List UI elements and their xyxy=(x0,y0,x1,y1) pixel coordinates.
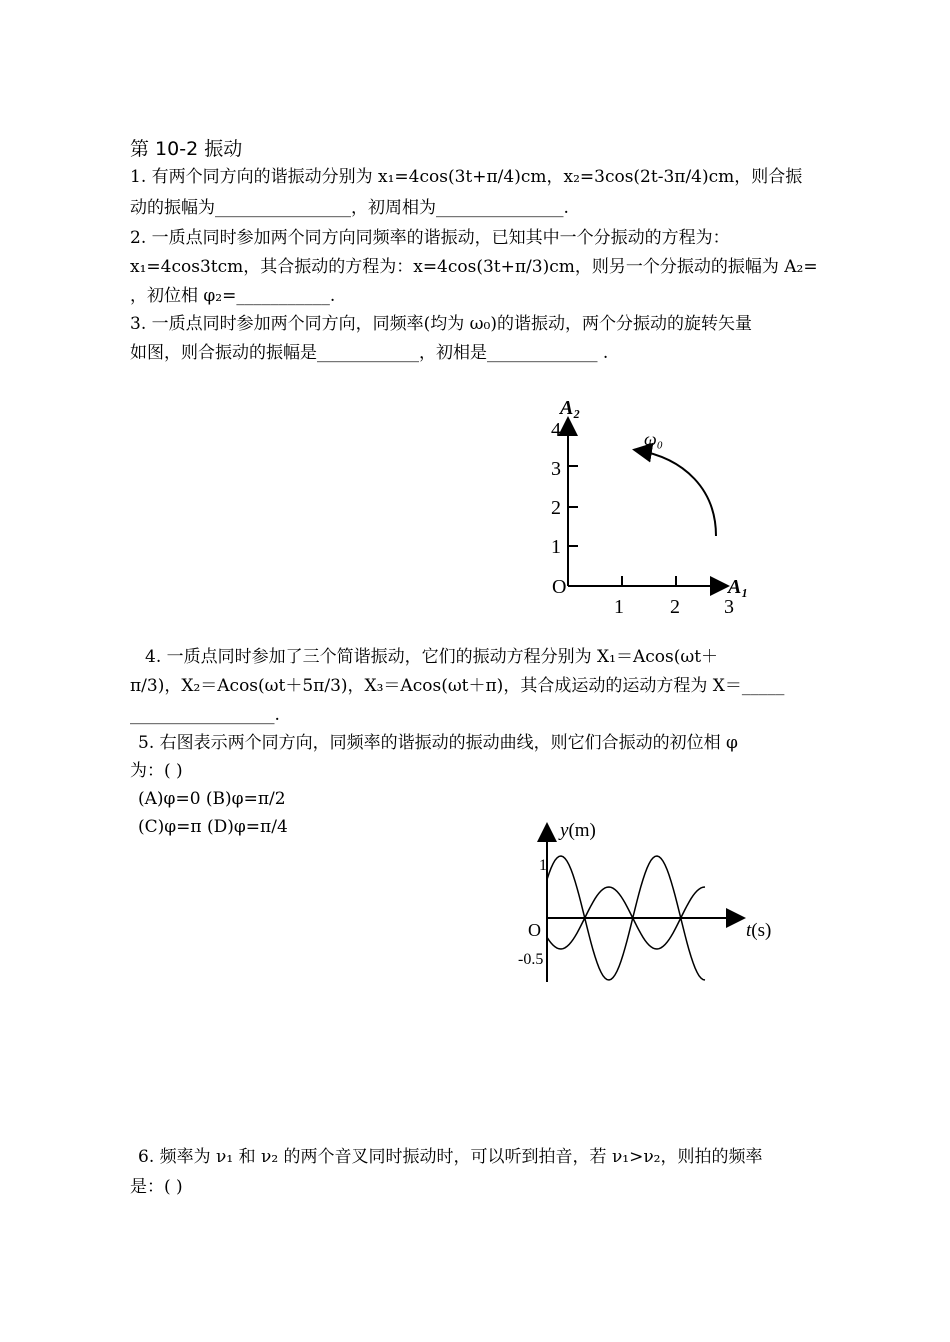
fig1-omega-label: ω₀ xyxy=(644,429,663,449)
fig1-ytick-label-3: 3 xyxy=(551,458,561,480)
q3-line1: 3. 一质点同时参加两个同方向，同频率(均为 ω₀)的谐振动，两个分振动的旋转矢量 xyxy=(130,314,752,334)
vibration-curves-figure xyxy=(510,812,790,992)
q1-line1: 1. 有两个同方向的谐振动分别为 x₁=4cos(3t+π/4)cm，x₂=3cos(2t-3π/4)cm，则合振 xyxy=(130,167,803,187)
fig2-t-axis-label: t(s) xyxy=(746,920,772,941)
q2-line1: 2. 一质点同时参加两个同方向同频率的谐振动，已知其中一个分振动的方程为： xyxy=(130,228,730,248)
q5-line1: 5. 右图表示两个同方向，同频率的谐振动的振动曲线，则它们合振动的初位相 φ xyxy=(138,733,738,753)
q3-line2: 如图，则合振动的振幅是____________，初相是_____________ . xyxy=(130,343,609,363)
fig1-origin-label: O xyxy=(552,576,567,598)
q4-line1: 4. 一质点同时参加了三个简谐振动，它们的振动方程分别为 X₁＝Acos(ωt＋ xyxy=(145,647,719,667)
q6-line2: 是：( ) xyxy=(130,1177,183,1197)
fig2-ytick-neg: -0.5 xyxy=(518,951,544,968)
q6-line1: 6. 频率为 ν₁ 和 ν₂ 的两个音叉同时振动时，可以听到拍音，若 ν₁>ν₂，则拍的频率 xyxy=(138,1147,763,1167)
fig2-y-axis-unit: (m) xyxy=(568,820,596,841)
fig2-t-axis-unit: (s) xyxy=(751,920,772,941)
fig1-ytick-label-1: 1 xyxy=(551,536,561,558)
q2-line3: ，初位相 φ₂=___________. xyxy=(130,286,336,306)
q4-line3: _________________. xyxy=(130,705,280,725)
fig1-ytick-label-4: 4 xyxy=(551,419,561,441)
fig2-origin-label: O xyxy=(528,920,541,940)
rotating-vector-figure xyxy=(540,390,770,625)
q1-line2: 动的振幅为________________，初周相为_______________. xyxy=(130,198,569,218)
fig1-xtick-label-1: 1 xyxy=(614,596,624,618)
page-title: 第 10-2 振动 xyxy=(130,138,243,160)
fig1-ytick-label-2: 2 xyxy=(551,497,561,519)
q4-line2: π/3)，X₂＝Acos(ωt＋5π/3)，X₃＝Acos(ωt＋π)，其合成运动的运动方程为 X＝_____ xyxy=(130,676,785,696)
fig1-x-axis-label: A₁ xyxy=(728,576,749,598)
q5-options-cd: (C)φ=π (D)φ=π/4 xyxy=(138,817,288,837)
q2-line2: x₁=4cos3tcm，其合振动的方程为：x=4cos(3t+π/3)cm，则另一个分振动的振幅为 A₂= xyxy=(130,257,818,277)
fig1-xtick-label-3: 3 xyxy=(724,596,734,618)
fig1-xtick-label-2: 2 xyxy=(670,596,680,618)
fig2-y-axis-label: y(m) xyxy=(560,820,596,841)
fig1-rotation-arc xyxy=(636,450,716,536)
fig2-ytick-pos: 1 xyxy=(539,857,547,874)
q5-line2: 为：( ) xyxy=(130,761,183,781)
q5-options-ab: (A)φ=0 (B)φ=π/2 xyxy=(138,789,286,809)
fig1-y-axis-label: A₂ xyxy=(560,397,581,419)
